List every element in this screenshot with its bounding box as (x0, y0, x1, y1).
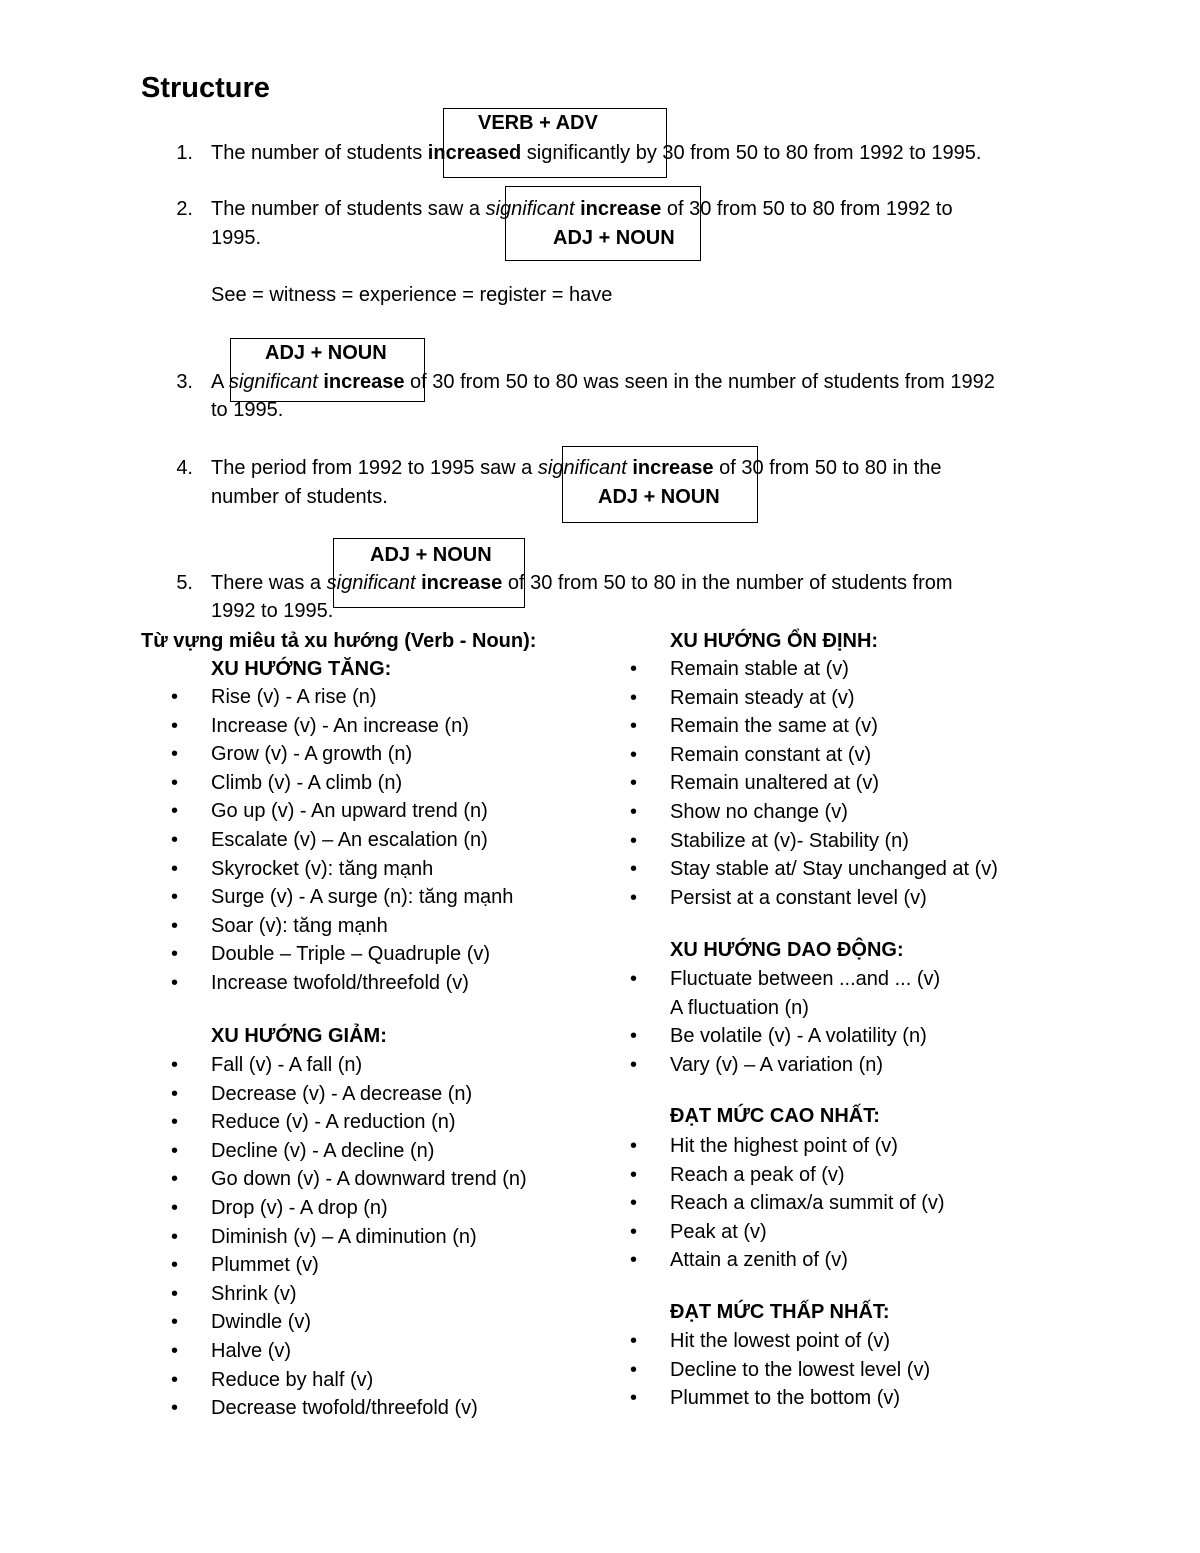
list-item: • Surge (v) - A surge (n): tăng mạnh (141, 883, 513, 912)
list-item: • Persist at a constant level (v) (600, 884, 998, 913)
sentence-5-number: 5. (176, 572, 193, 594)
fluctuate-heading: XU HƯỚNG DAO ĐỘNG: (670, 939, 904, 961)
sentence-5-line-1 (211, 571, 953, 595)
sentence-4-noun: increase (632, 457, 714, 479)
sentence-2-adjective: significant (485, 198, 575, 220)
list-item: • Soar (v): tăng mạnh (141, 912, 513, 941)
list-item: • Drop (v) - A drop (n) (141, 1194, 527, 1223)
lowest-list (600, 1327, 930, 1413)
decrease-list (141, 1051, 527, 1423)
highest-heading: ĐẠT MỨC CAO NHẤT: (670, 1105, 880, 1127)
list-item-text: • Fluctuate between ...and ... (v) (670, 968, 941, 990)
sentence-1 (211, 141, 981, 165)
list-item: • Show no change (v) (600, 798, 998, 827)
list-item: • Escalate (v) – An escalation (n) (141, 826, 513, 855)
sentence-4-line-2: number of students. (211, 486, 388, 508)
list-item: • Attain a zenith of (v) (600, 1246, 945, 1275)
sentence-2-line-1 (211, 197, 953, 221)
decrease-heading: XU HƯỚNG GIẢM: (211, 1025, 387, 1047)
lowest-heading: ĐẠT MỨC THẤP NHẤT: (670, 1301, 890, 1323)
list-item: • Grow (v) - A growth (n) (141, 740, 513, 769)
list-item: • Remain unaltered at (v) (600, 769, 998, 798)
sentence-5-line-2: 1992 to 1995. (211, 600, 334, 622)
list-item: • Decline (v) - A decline (n) (141, 1137, 527, 1166)
sentence-1-text-b: by 30 from 50 to 80 from 1992 to 1995. (635, 142, 982, 164)
list-item: • Remain the same at (v) (600, 712, 998, 741)
sentence-4-text-b: of 30 from 50 to 80 in the (719, 457, 942, 479)
list-item: • Decline to the lowest level (v) (600, 1356, 930, 1385)
list-item-continuation: A fluctuation (n) (670, 996, 809, 1019)
sentence-5-noun: increase (421, 572, 503, 594)
list-item: • Plummet to the bottom (v) (600, 1384, 930, 1413)
sentence-5-adjective: significant (326, 572, 416, 594)
sentence-4-line-1 (211, 456, 941, 480)
list-item: • Be volatile (v) - A volatility (n) (600, 1022, 940, 1051)
highest-list (600, 1132, 945, 1275)
list-item: • Remain constant at (v) (600, 741, 998, 770)
stable-list (600, 655, 998, 912)
fluctuate-list (600, 965, 940, 1079)
sentence-2-text-a: The number of students saw a (211, 198, 481, 220)
list-item: • Dwindle (v) (141, 1308, 527, 1337)
list-item: • Shrink (v) (141, 1280, 527, 1309)
list-item: • Reach a peak of (v) (600, 1161, 945, 1190)
list-item: • Hit the highest point of (v) (600, 1132, 945, 1161)
list-item: • Fall (v) - A fall (n) (141, 1051, 527, 1080)
sentence-3-line-1 (211, 370, 995, 394)
sentence-4-adjective: significant (537, 457, 627, 479)
page-title: Structure (141, 72, 270, 104)
sentence-2-line-2: 1995. (211, 227, 262, 249)
sentence-1-adverb: significantly (526, 142, 631, 164)
increase-list (141, 683, 513, 998)
sentence-3-text-a: A (211, 371, 224, 393)
adj-noun-label-5: ADJ + NOUN (370, 544, 492, 566)
sentence-5-text-a: There was a (211, 572, 322, 594)
list-item: • Climb (v) - A climb (n) (141, 769, 513, 798)
list-item: • Hit the lowest point of (v) (600, 1327, 930, 1356)
vocab-title: Từ vựng miêu tả xu hướng (Verb - Noun): (141, 630, 537, 652)
sentence-1-verb: increased (427, 142, 522, 164)
list-item: • Remain stable at (v) (600, 655, 998, 684)
sentence-3-text-b: of 30 from 50 to 80 was seen in the number of students from 1992 (410, 371, 995, 393)
list-item: • Decrease (v) - A decrease (n) (141, 1080, 527, 1109)
sentence-1-text-a: The number of students (211, 142, 423, 164)
sentence-5-text-b: of 30 from 50 to 80 in the number of students from (507, 572, 953, 594)
adj-noun-label-3: ADJ + NOUN (265, 342, 387, 364)
list-item: • Diminish (v) – A diminution (n) (141, 1223, 527, 1252)
sentence-2-noun: increase (580, 198, 662, 220)
list-item: • Halve (v) (141, 1337, 527, 1366)
increase-heading: XU HƯỚNG TĂNG: (211, 658, 392, 680)
sentence-3-noun: increase (323, 371, 405, 393)
sentence-2-number: 2. (176, 198, 193, 220)
sentence-3-number: 3. (176, 371, 193, 393)
sentence-4-number: 4. (176, 457, 193, 479)
list-item: • Rise (v) - A rise (n) (141, 683, 513, 712)
list-item (600, 965, 940, 1022)
list-item: • Reduce by half (v) (141, 1366, 527, 1395)
list-item: • Go up (v) - An upward trend (n) (141, 797, 513, 826)
list-item: • Reduce (v) - A reduction (n) (141, 1108, 527, 1137)
list-item: • Double – Triple – Quadruple (v) (141, 940, 513, 969)
list-item: • Skyrocket (v): tăng mạnh (141, 855, 513, 884)
sentence-3-line-2: to 1995. (211, 399, 284, 421)
list-item: • Reach a climax/a summit of (v) (600, 1189, 945, 1218)
adj-noun-label-4: ADJ + NOUN (598, 486, 720, 508)
list-item: • Go down (v) - A downward trend (n) (141, 1165, 527, 1194)
list-item: • Decrease twofold/threefold (v) (141, 1394, 527, 1423)
sentence-4-text-a: The period from 1992 to 1995 saw a (211, 457, 533, 479)
list-item: • Increase (v) - An increase (n) (141, 712, 513, 741)
list-item: • Plummet (v) (141, 1251, 527, 1280)
sentence-2-text-b: of 30 from 50 to 80 from 1992 to (666, 198, 953, 220)
sentence-3-adjective: significant (228, 371, 318, 393)
list-item: • Increase twofold/threefold (v) (141, 969, 513, 998)
stable-heading: XU HƯỚNG ỔN ĐỊNH: (670, 630, 879, 652)
list-item: • Remain steady at (v) (600, 684, 998, 713)
synonym-note: See = witness = experience = register = have (211, 284, 613, 306)
list-item: • Vary (v) – A variation (n) (600, 1051, 940, 1080)
list-item: • Stay stable at/ Stay unchanged at (v) (600, 855, 998, 884)
verb-adv-label: VERB + ADV (478, 112, 598, 134)
list-item: • Stabilize at (v)- Stability (n) (600, 827, 998, 856)
list-item: • Peak at (v) (600, 1218, 945, 1247)
adj-noun-label-2: ADJ + NOUN (553, 227, 675, 249)
sentence-1-number: 1. (176, 142, 193, 164)
